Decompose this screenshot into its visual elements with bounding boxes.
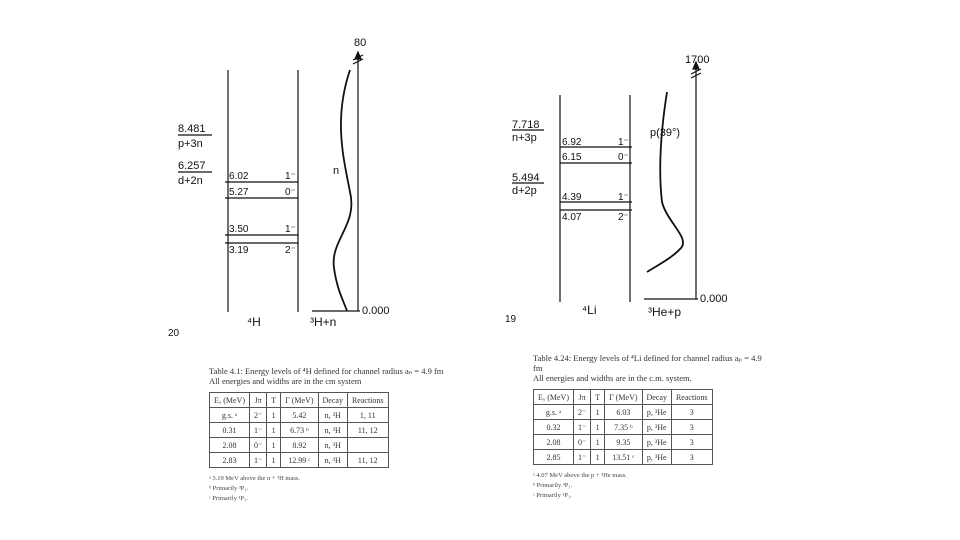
table-row [210, 408, 389, 423]
li4-table-block [533, 353, 773, 501]
li4-level-energy: 6.15 [562, 152, 582, 163]
table-row [534, 450, 713, 465]
li4-page-fragment: 19 [505, 314, 517, 325]
li4-table-caption: Table 4.24: Energy levels of ⁴Li defined for channel radius aₚ = 4.9 fm [533, 353, 762, 373]
h4-table-caption: Table 4.1: Energy levels of ⁴H defined for channel radius aₙ = 4.9 fm [209, 366, 444, 376]
table-cell: 1 [267, 423, 281, 438]
table-cell: 7.35 ᵇ [605, 420, 642, 435]
table-cell: 2.85 [534, 450, 574, 465]
li4-zero-label: 0.000 [700, 293, 728, 305]
h4-level-energy: 3.19 [229, 245, 249, 256]
table-row [210, 453, 389, 468]
table-row [210, 423, 389, 438]
table-cell: 1⁻ [249, 423, 266, 438]
table-note: ᵇ Primarily ³P₁. [533, 482, 573, 489]
h4-nucleus-label: ⁴H [247, 315, 261, 329]
table-cell: 3 [671, 405, 712, 420]
h4-level-energy: 5.27 [229, 187, 249, 198]
li4-level-energy: 4.39 [562, 192, 582, 203]
table-cell: 3 [671, 450, 712, 465]
li4-threshold-channel: n+3p [512, 132, 537, 144]
col-header: Decay [642, 390, 671, 405]
table-cell: 0⁻ [249, 438, 266, 453]
table-cell: 0.31 [210, 423, 250, 438]
table-cell: 1, 11 [347, 408, 388, 423]
table-row [534, 405, 713, 420]
table-cell [347, 438, 388, 453]
table-cell: 5.42 [281, 408, 318, 423]
table-cell: 3 [671, 420, 712, 435]
table-cell: 2.08 [210, 438, 250, 453]
table-note: ᶜ Primarily ¹P₁. [209, 495, 248, 502]
h4-top-value: 80 [354, 37, 367, 49]
table-note: ᵇ Primarily ³P₁. [209, 485, 249, 492]
table-cell: 11, 12 [347, 453, 388, 468]
table-cell: 11, 12 [347, 423, 388, 438]
table-cell: g.s. ᵃ [210, 408, 250, 423]
table-cell: 13.51 ᶜ [605, 450, 642, 465]
li4-level-spin: 0⁻ [618, 152, 629, 163]
h4-table-block [209, 366, 449, 504]
li4-level-energy: 6.92 [562, 137, 582, 148]
table-cell: 1⁻ [573, 420, 590, 435]
table-cell: 3 [671, 435, 712, 450]
h4-channel-label: ³H+n [310, 315, 337, 329]
col-header: Decay [318, 393, 347, 408]
h4-levels-table [209, 392, 389, 468]
li4-levels-table [533, 389, 713, 465]
col-header: Reactions [671, 390, 712, 405]
table-cell: 1 [267, 438, 281, 453]
table-cell: p, ³He [642, 420, 671, 435]
col-header: T [591, 390, 605, 405]
li4-table-notes [533, 471, 773, 501]
table-cell: 2.83 [210, 453, 250, 468]
col-header: Γ (MeV) [605, 390, 642, 405]
table-cell: 2⁻ [573, 405, 590, 420]
col-header: T [267, 393, 281, 408]
li4-level-spin: 1⁻ [618, 137, 629, 148]
table-cell: g.s. ᵃ [534, 405, 574, 420]
table-cell: 6.73 ᵇ [281, 423, 318, 438]
table-cell: n, ³H [318, 438, 347, 453]
h4-table-subcaption: All energies and widths are in the cm system [209, 376, 362, 386]
table-cell: 1⁻ [573, 450, 590, 465]
table-cell: 1⁻ [249, 453, 266, 468]
h4-threshold-channel: d+2n [178, 175, 203, 187]
h4-level-spin: 0⁻ [285, 187, 296, 198]
table-cell: n, ³H [318, 453, 347, 468]
table-row [210, 438, 389, 453]
li4-cross-section-curve [647, 92, 683, 272]
table-note: ᵃ 3.19 MeV above the n + ³H mass. [209, 475, 301, 482]
h4-level-energy: 3.50 [229, 224, 249, 235]
table-cell: 1 [267, 453, 281, 468]
table-note: ᵃ 4.07 MeV above the p + ³He mass. [533, 472, 627, 479]
li4-threshold-channel: d+2p [512, 185, 537, 197]
table-cell: p, ³He [642, 405, 671, 420]
table-cell: 8.92 [281, 438, 318, 453]
table-header-row [210, 393, 389, 408]
h4-cross-section-curve [334, 70, 352, 311]
li4-threshold-energy: 5.494 [512, 172, 540, 184]
li4-level-energy: 4.07 [562, 212, 582, 223]
table-cell: 1 [591, 405, 605, 420]
table-cell: 1 [591, 450, 605, 465]
li4-top-value: 1700 [685, 54, 710, 66]
table-cell: 1 [267, 408, 281, 423]
table-cell: n, ³H [318, 408, 347, 423]
li4-channel-label: ³He+p [648, 305, 682, 319]
h4-curve-label: n [333, 165, 340, 177]
col-header: Jπ [249, 393, 266, 408]
h4-page-fragment: 20 [168, 328, 180, 339]
table-cell: p, ³He [642, 450, 671, 465]
table-row [534, 420, 713, 435]
table-note: ᶜ Primarily ¹P₁. [533, 492, 572, 499]
li4-level-spin: 1⁻ [618, 192, 629, 203]
table-cell: 2⁻ [249, 408, 266, 423]
li4-diagram [512, 62, 701, 302]
col-header: Jπ [573, 390, 590, 405]
h4-level-spin: 2⁻ [285, 245, 296, 256]
h4-diagram [178, 52, 363, 312]
table-cell: 2.08 [534, 435, 574, 450]
li4-threshold-energy: 7.718 [512, 119, 540, 131]
li4-level-spin: 2⁻ [618, 212, 629, 223]
table-cell: 1 [591, 420, 605, 435]
table-cell: 0.32 [534, 420, 574, 435]
h4-table-notes [209, 474, 449, 504]
h4-level-spin: 1⁻ [285, 171, 296, 182]
li4-curve-label: p(39°) [650, 127, 681, 139]
h4-level-spin: 1⁻ [285, 224, 296, 235]
table-cell: 6.03 [605, 405, 642, 420]
li4-table-subcaption: All energies and widths are in the c.m. system. [533, 373, 692, 383]
h4-threshold-energy: 6.257 [178, 160, 206, 172]
h4-level-energy: 6.02 [229, 171, 249, 182]
table-cell: p, ³He [642, 435, 671, 450]
h4-threshold-channel: p+3n [178, 138, 203, 150]
li4-nucleus-label: ⁴Li [582, 303, 597, 317]
table-cell: 1 [591, 435, 605, 450]
table-row [534, 435, 713, 450]
col-header: Γ (MeV) [281, 393, 318, 408]
table-cell: 9.35 [605, 435, 642, 450]
col-header: Eₓ (MeV) [534, 390, 574, 405]
h4-threshold-energy: 8.481 [178, 123, 206, 135]
table-cell: n, ³H [318, 423, 347, 438]
h4-zero-label: 0.000 [362, 305, 390, 317]
table-cell: 0⁻ [573, 435, 590, 450]
table-header-row [534, 390, 713, 405]
col-header: Eₓ (MeV) [210, 393, 250, 408]
col-header: Reactions [347, 393, 388, 408]
table-cell: 12.99 ᶜ [281, 453, 318, 468]
